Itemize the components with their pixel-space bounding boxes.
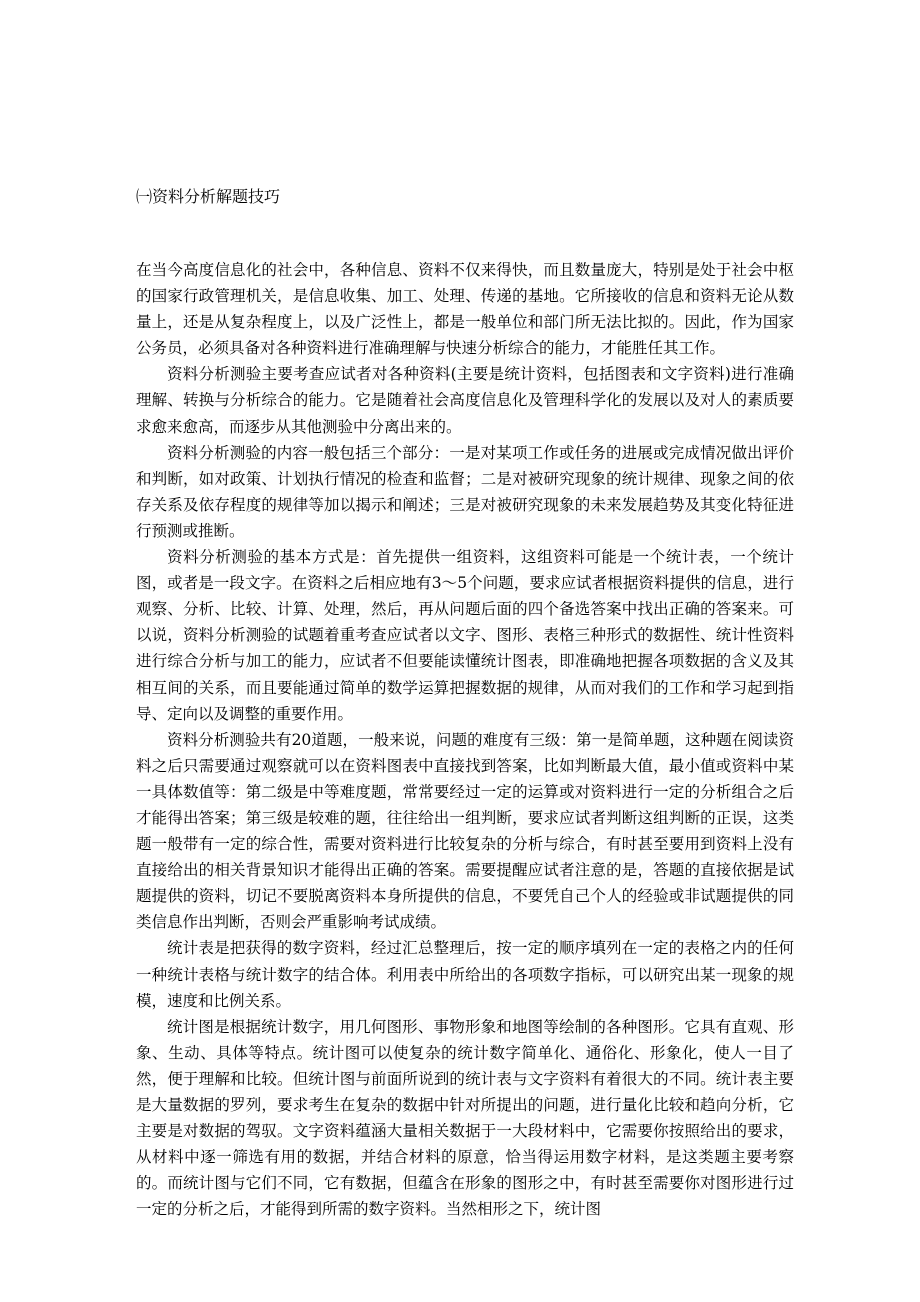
paragraph-difficulty: 资料分析测验共有20道题，一般来说，问题的难度有三级：第一是简单题，这种题在阅读资料之后只需要通过观察就可以在资料图表中直接找到答案，比如判断最大值，最小值或资料中某一具体数值等：第二级是中等难度题，常常要经过一定的运算或对资料进行一定的分析组合之后才能得出答案；第三级是较难的题，往往给出一组判断，要求应试者判断这组判断的正误，这类题一般带有一定的综合性，需要对资料进行比较复杂的分析与综合，有时甚至要用到资料上没有直接给出的相关背景知识才能得出正确的答案。需要提醒应试者注意的是，答题的直接依据是试题提供的资料，切记不要脱离资料本身所提供的信息，不要凭自己个人的经验或非试题提供的同类信息作出判断，否则会严重影响考试成绩。 (136, 730, 794, 932)
paragraph-intro: 在当今高度信息化的社会中，各种信息、资料不仅来得快，而且数量庞大，特别是处于社会中枢的国家行政管理机关，是信息收集、加工、处理、传递的基地。它所接收的信息和资料无论从数量上，还是从复杂程度上，以及广泛性上，都是一般单位和部门所无法比拟的。因此，作为国家公务员，必须具备对各种资料进行准确理解与快速分析综合的能力，才能胜任其工作。 (136, 261, 794, 358)
document-body (136, 257, 794, 1222)
section-heading: ㈠资料分析解题技巧 (136, 187, 281, 206)
paragraph-statistical-table: 统计表是把获得的数字资料，经过汇总整理后，按一定的顺序填列在一定的表格之内的任何一种统计表格与统计数字的结合体。利用表中所给出的各项数字指标，可以研究出某一现象的规模，速度和比例关系。 (136, 939, 794, 1010)
paragraph-test-purpose: 资料分析测验主要考查应试者对各种资料(主要是统计资料，包括图表和文字资料)进行准确理解、转换与分析综合的能力。它是随着社会高度信息化及管理科学化的发展以及对人的素质要求愈来愈高，而逐步从其他测验中分离出来的。 (136, 365, 794, 436)
paragraph-statistical-chart: 统计图是根据统计数字，用几何图形、事物形象和地图等绘制的各种图形。它具有直观、形象、生动、具体等特点。统计图可以使复杂的统计数字简单化、通俗化、形象化，使人一目了然，便于理解和比较。但统计图与前面所说到的统计表与文字资料有着很大的不同。统计表主要是大量数据的罗列，要求考生在复杂的数据中针对所提出的问题，进行量化比较和趋向分析，它主要是对数据的驾驭。文字资料蕴涵大量相关数据于一大段材料中，它需要你按照给出的要求，从材料中逐一筛选有用的数据，并结合材料的原意，恰当得运用数字材料，是这类题主要考察的。而统计图与它们不同，它有数据，但蕴含在形象的图形之中，有时甚至需要你对图形进行过一定的分析之后，才能得到所需的数字资料。当然相形之下，统计图 (136, 1017, 794, 1219)
paragraph-test-content: 资料分析测验的内容一般包括三个部分：一是对某项工作或任务的进展或完成情况做出评价和判断，如对政策、计划执行情况的检查和监督；二是对被研究现象的统计规律、现象之间的依存关系及依存程度的规律等加以揭示和阐述；三是对被研究现象的未来发展趋势及其变化特征进行预测或推断。 (136, 443, 794, 540)
paragraph-test-format: 资料分析测验的基本方式是：首先提供一组资料，这组资料可能是一个统计表，一个统计图，或者是一段文字。在资料之后相应地有3～5个问题，要求应试者根据资料提供的信息，进行观察、分析、比较、计算、处理，然后，再从问题后面的四个备选答案中找出正确的答案来。可以说，资料分析测验的试题着重考查应试者以文字、图形、表格三种形式的数据性、统计性资料进行综合分析与加工的能力，应试者不但要能读懂统计图表，即准确地把握各项数据的含义及其相互间的关系，而且要能通过简单的数学运算把握数据的规律，从而对我们的工作和学习起到指导、定向以及调整的重要作用。 (136, 548, 794, 723)
